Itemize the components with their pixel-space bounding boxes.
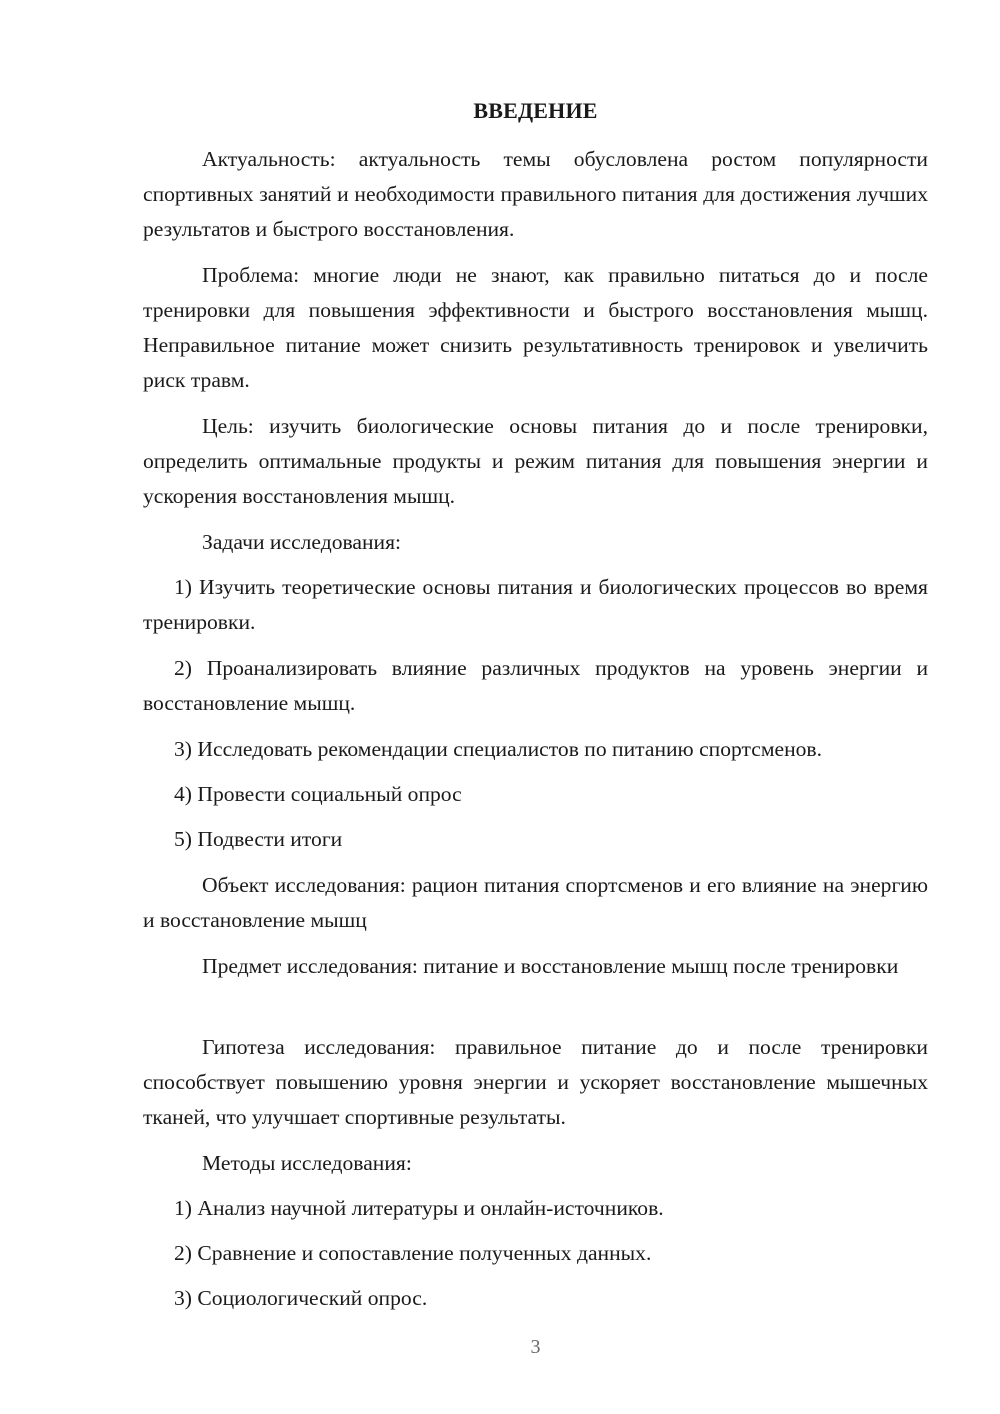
method-item xyxy=(143,1236,928,1271)
goal-paragraph xyxy=(143,409,928,514)
document-page xyxy=(143,0,928,1414)
subject-text: Предмет исследования: питание и восстановление мышц после тренировки xyxy=(202,954,899,978)
task-text: 3) Исследовать рекомендации специалистов по питанию спортсменов. xyxy=(174,737,823,761)
method-item xyxy=(143,1191,928,1226)
task-item xyxy=(143,822,928,857)
object-text: Объект исследования: рацион питания спортсменов и его влияние на энергию и восстановление мышц xyxy=(143,873,928,932)
tasks-heading xyxy=(143,525,928,560)
task-item xyxy=(143,570,928,640)
task-item xyxy=(143,651,928,721)
hypothesis-paragraph xyxy=(143,1030,928,1135)
page-number: 3 xyxy=(530,1336,541,1358)
problem-paragraph xyxy=(143,258,928,398)
problem-text: Проблема: многие люди не знают, как правильно питаться до и после тренировки для повышения эффективности и быстрого восстановления мышц. Неправильное питание может снизить результативность тренировок и увеличить риск травм. xyxy=(143,263,928,392)
subject-paragraph xyxy=(143,949,928,984)
task-text: 1) Изучить теоретические основы питания и биологических процессов во время тренировки. xyxy=(143,575,928,634)
task-text: 4) Провести социальный опрос xyxy=(174,782,462,806)
goal-text: Цель: изучить биологические основы питания до и после тренировки, определить оптимальные продукты и режим питания для повышения энергии и ускорения восстановления мышц. xyxy=(143,414,928,508)
relevance-paragraph xyxy=(143,142,928,247)
task-item xyxy=(143,777,928,812)
method-text: 1) Анализ научной литературы и онлайн-источников. xyxy=(174,1196,664,1220)
methods-heading xyxy=(143,1146,928,1181)
method-text: 2) Сравнение и сопоставление полученных данных. xyxy=(174,1241,652,1265)
hypothesis-text: Гипотеза исследования: правильное питание до и после тренировки способствует повышению уровня энергии и ускоряет восстановление мышечных тканей, что улучшает спортивные результаты. xyxy=(143,1035,928,1129)
section-title: ВВЕДЕНИЕ xyxy=(473,98,598,123)
methods-heading-text: Методы исследования: xyxy=(202,1151,412,1175)
relevance-text: Актуальность: актуальность темы обусловлена ростом популярности спортивных занятий и необходимости правильного питания для достижения лучших результатов и быстрого восстановления. xyxy=(143,147,928,241)
method-text: 3) Социологический опрос. xyxy=(174,1286,428,1310)
task-item xyxy=(143,732,928,767)
task-text: 5) Подвести итоги xyxy=(174,827,343,851)
tasks-heading-text: Задачи исследования: xyxy=(202,530,402,554)
method-item xyxy=(143,1281,928,1316)
task-text: 2) Проанализировать влияние различных продуктов на уровень энергии и восстановление мышц. xyxy=(143,656,928,715)
object-paragraph xyxy=(143,868,928,938)
